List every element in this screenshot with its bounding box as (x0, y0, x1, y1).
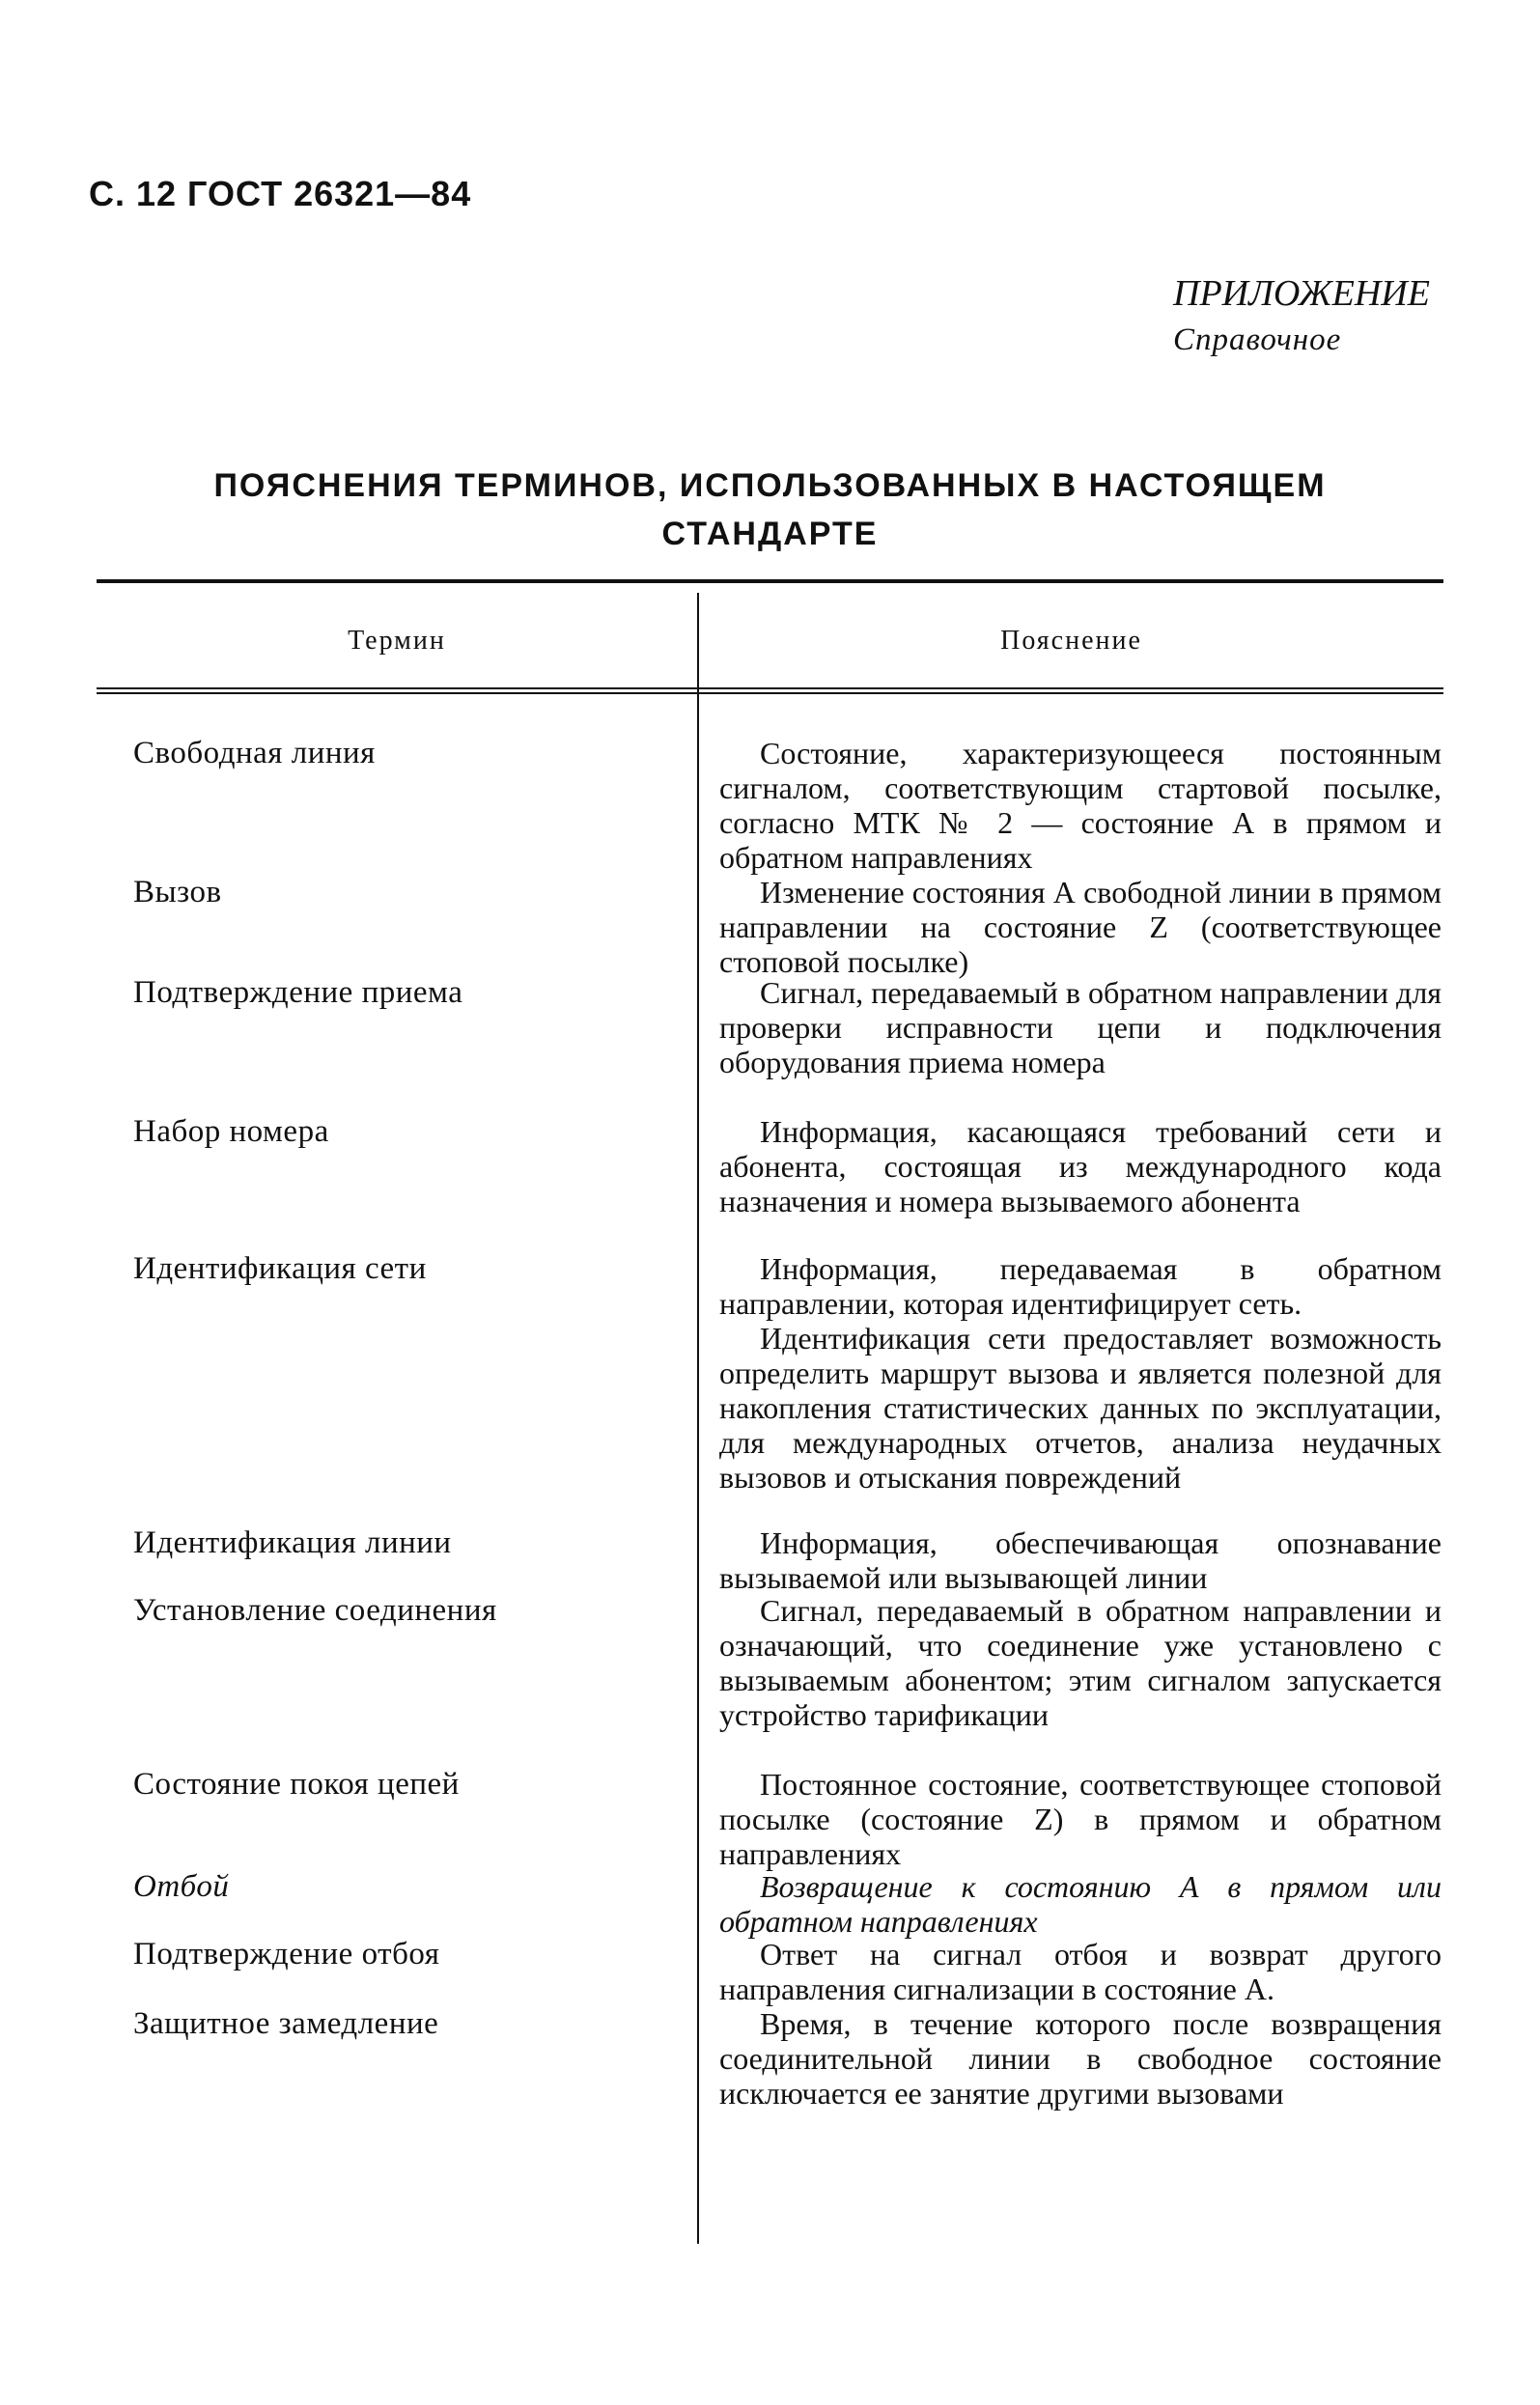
explanation-number-dialing (719, 1114, 1442, 1218)
explanation-connection-established (719, 1593, 1442, 1732)
appendix-type: Справочное (1173, 322, 1342, 357)
explanation-paragraph: Информация, обеспечивающая опознавание вызываемой или вызывающей линии (719, 1525, 1442, 1595)
term-call-confirmation: Подтверждение приема (133, 975, 463, 1010)
term-number-dialing: Набор номера (133, 1114, 329, 1149)
term-guard-delay: Защитное замедление (133, 2006, 439, 2041)
document-title-line-1: ПОЯСНЕНИЯ ТЕРМИНОВ, ИСПОЛЬЗОВАННЫХ В НАСТОЯЩЕМ (213, 467, 1327, 504)
explanation-paragraph: Сигнал, передаваемый в обратном направлении и означающий, что соединение уже установлено с вызываемым абонентом; этим сигналом запускается устройство тарификации (719, 1593, 1442, 1732)
explanation-clear (719, 1869, 1442, 1939)
table-top-rule (97, 579, 1443, 583)
explanation-paragraph: Состояние, характеризующееся постоянным сигналом, соответствующим стартовой посылке, согласно МТК № 2 — состояние А в прямом и обратном направлениях (719, 736, 1442, 875)
term-connection-established: Установление соединения (133, 1593, 497, 1628)
explanation-paragraph: Возвращение к состоянию А в прямом или обратном направлениях (719, 1869, 1442, 1939)
explanation-paragraph: Время, в течение которого после возвращения соединительной линии в свободное состояние исключается ее занятие другими вызовами (719, 2006, 1442, 2111)
explanation-guard-delay (719, 2006, 1442, 2111)
term-clear: Отбой (133, 1869, 230, 1904)
term-call: Вызов (133, 875, 222, 909)
table-header-rule (97, 687, 1443, 694)
explanation-paragraph: Постоянное состояние, соответствующее стоповой посылке (состояние Z) в прямом и обратном направлениях (719, 1767, 1442, 1871)
explanation-clear-confirmation (719, 1937, 1442, 2006)
table-header-explanation: Пояснение (1000, 626, 1142, 656)
explanation-paragraph: Информация, передаваемая в обратном направлении, которая идентифицирует сеть. (719, 1251, 1442, 1321)
term-clear-confirmation: Подтверждение отбоя (133, 1937, 440, 1972)
table-header-term: Термин (348, 626, 446, 656)
explanation-network-identification (719, 1251, 1442, 1495)
appendix-label (1173, 270, 1430, 363)
explanation-paragraph: Сигнал, передаваемый в обратном направлении для проверки исправности цепи и подключения оборудования приема номера (719, 975, 1442, 1079)
explanation-paragraph: Изменение состояния А свободной линии в прямом направлении на состояние Z (соответствующее стоповой посылке) (719, 875, 1442, 979)
explanation-paragraph: Идентификация сети предоставляет возможность определить маршрут вызова и является полезной для накопления статистических данных по эксплуатации, для международных отчетов, анализа неудачных вызовов и отыскания повреждений (719, 1321, 1442, 1495)
appendix-title: ПРИЛОЖЕНИЕ (1173, 273, 1430, 314)
explanation-circuit-idle-state (719, 1767, 1442, 1871)
term-line-identification: Идентификация линии (133, 1525, 452, 1560)
explanation-free-line (719, 736, 1442, 875)
explanation-paragraph: Информация, касающаяся требований сети и абонента, состоящая из международного кода назначения и номера вызываемого абонента (719, 1114, 1442, 1218)
term-circuit-idle-state: Состояние покоя цепей (133, 1767, 460, 1802)
document-title-line-2: СТАНДАРТЕ (661, 516, 879, 552)
explanation-call (719, 875, 1442, 979)
explanation-call-confirmation (719, 975, 1442, 1079)
term-free-line: Свободная линия (133, 736, 376, 770)
term-network-identification: Идентификация сети (133, 1251, 427, 1286)
explanation-paragraph: Ответ на сигнал отбоя и возврат другого направления сигнализации в состояние А. (719, 1937, 1442, 2006)
table-column-separator (697, 593, 699, 2244)
page-header: С. 12 ГОСТ 26321—84 (89, 174, 472, 213)
document-title (97, 461, 1443, 558)
explanation-line-identification (719, 1525, 1442, 1595)
